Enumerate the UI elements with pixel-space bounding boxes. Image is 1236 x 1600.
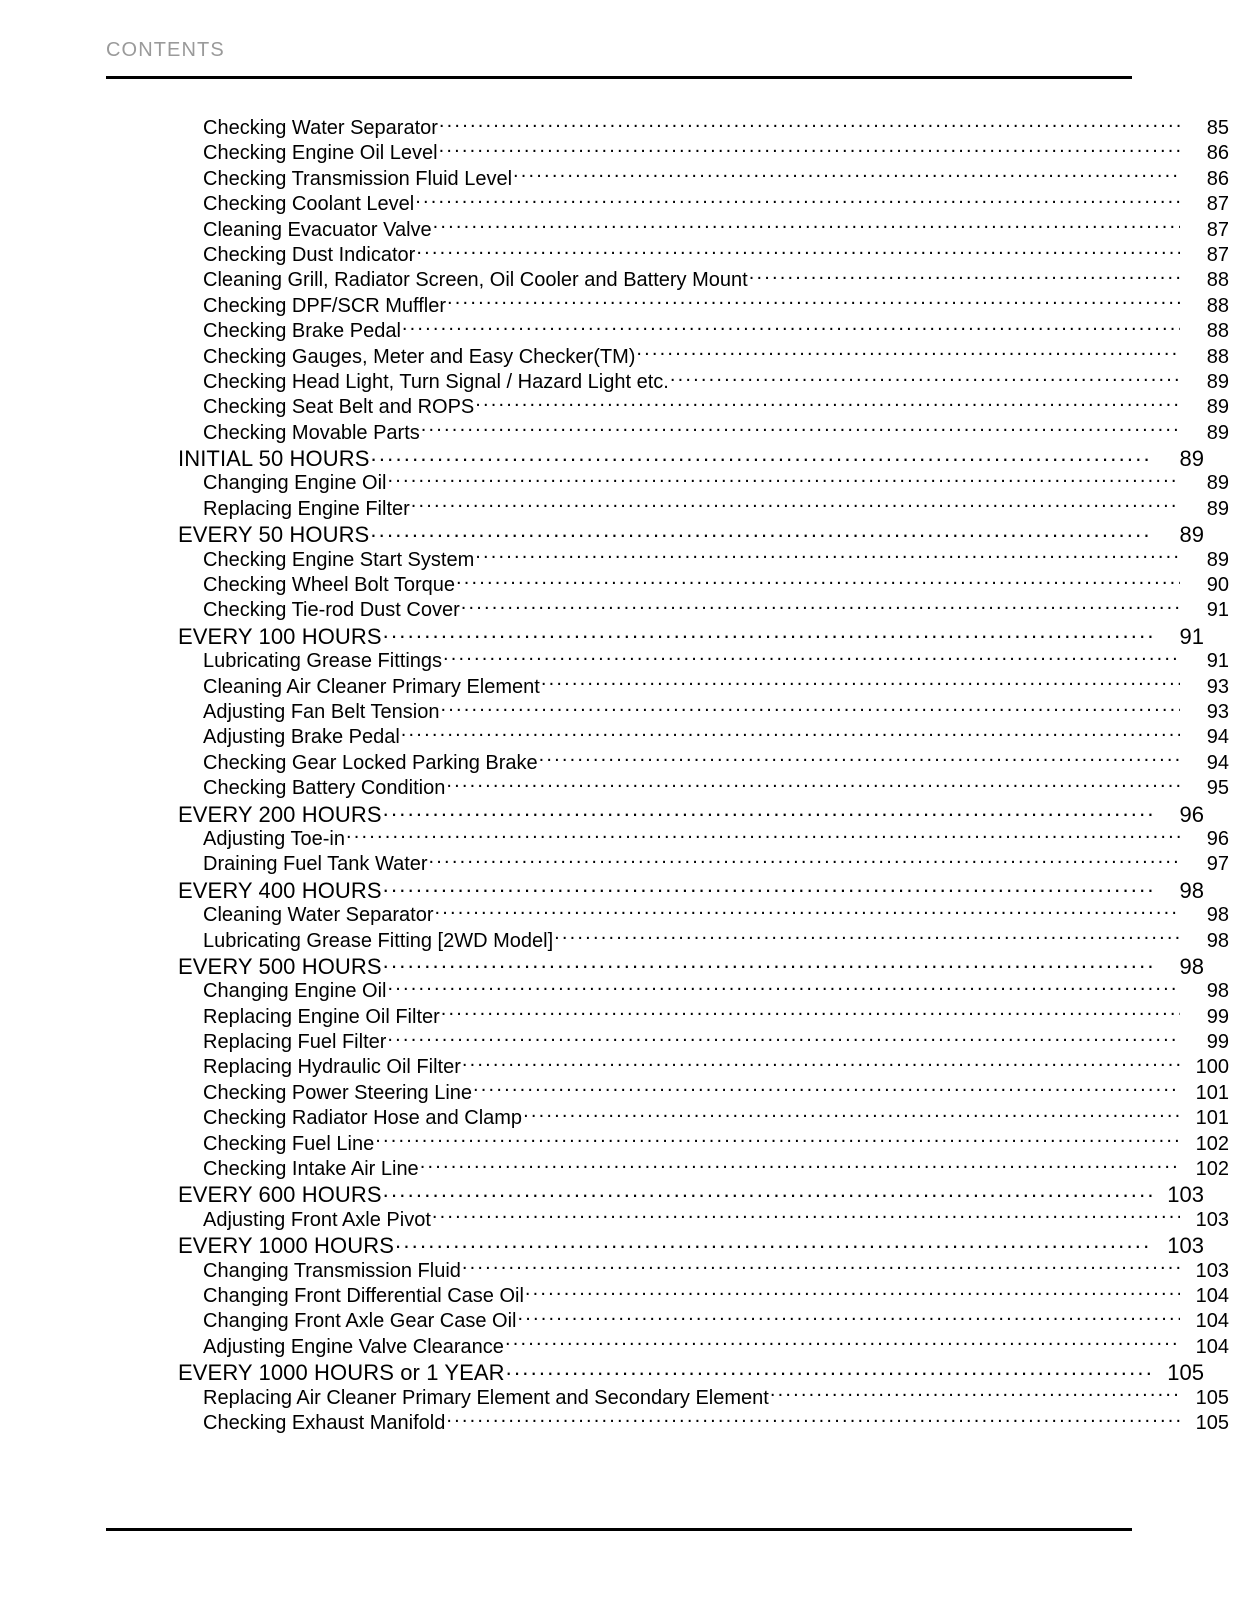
toc-entry-label: Checking Intake Air Line xyxy=(203,1158,419,1181)
toc-entry-row[interactable] xyxy=(106,165,1229,190)
toc-page-number: 102 xyxy=(1195,1132,1229,1155)
toc-dot-leader xyxy=(383,952,1153,974)
toc-dot-leader xyxy=(439,114,1180,134)
toc-page-number: 105 xyxy=(1195,1411,1229,1434)
toc-entry-row[interactable] xyxy=(106,266,1229,291)
toc-entry-label: Lubricating Grease Fitting [2WD Model] xyxy=(203,929,554,952)
toc-entry-label: Checking Head Light, Turn Signal / Hazard Light etc. xyxy=(203,370,669,393)
toc-dot-leader xyxy=(749,266,1180,286)
toc-entry-row[interactable] xyxy=(106,927,1229,952)
toc-entry-label: Cleaning Air Cleaner Primary Element xyxy=(203,675,540,698)
toc-entry-row[interactable] xyxy=(106,368,1229,393)
toc-entry-label: Checking Engine Start System xyxy=(203,548,475,571)
toc-page-number: 104 xyxy=(1195,1310,1229,1333)
toc-page-number: 97 xyxy=(1206,853,1229,876)
toc-page-number: 100 xyxy=(1195,1056,1229,1079)
toc-section-row[interactable] xyxy=(106,520,1204,545)
toc-section-row[interactable] xyxy=(106,876,1204,901)
toc-page-number: 89 xyxy=(1206,396,1229,419)
toc-page-number: 91 xyxy=(1206,599,1229,622)
toc-entry-label: Checking Fuel Line xyxy=(203,1132,375,1155)
toc-entry-row[interactable] xyxy=(106,292,1229,317)
toc-entry-row[interactable] xyxy=(106,1003,1229,1028)
toc-entry-label: Checking Dust Indicator xyxy=(203,243,416,266)
toc-section-row[interactable] xyxy=(106,800,1204,825)
toc-page-number: 98 xyxy=(1206,929,1229,952)
toc-dot-leader xyxy=(371,444,1153,466)
toc-entry-row[interactable] xyxy=(106,1079,1229,1104)
table-of-contents xyxy=(106,114,1229,1434)
toc-dot-leader xyxy=(433,216,1180,236)
toc-dot-leader xyxy=(346,825,1180,845)
toc-page-number: 94 xyxy=(1206,751,1229,774)
toc-entry-label: Checking DPF/SCR Muffler xyxy=(203,294,447,317)
toc-dot-leader xyxy=(402,317,1180,337)
toc-entry-label: Changing Engine Oil xyxy=(203,980,387,1003)
toc-dot-leader xyxy=(461,596,1180,616)
toc-dot-leader xyxy=(539,749,1180,769)
toc-page-number: 95 xyxy=(1206,777,1229,800)
toc-page-number: 93 xyxy=(1206,700,1229,723)
toc-entry-label: Checking Battery Condition xyxy=(203,777,446,800)
toc-page-number: 88 xyxy=(1206,294,1229,317)
toc-entry-label: Adjusting Engine Valve Clearance xyxy=(203,1335,504,1358)
toc-dot-leader xyxy=(441,1003,1180,1023)
toc-entry-row[interactable] xyxy=(106,495,1229,520)
toc-page-number: 89 xyxy=(1206,548,1229,571)
toc-dot-leader xyxy=(383,876,1153,898)
toc-entry-row[interactable] xyxy=(106,393,1229,418)
toc-page-number: 89 xyxy=(1206,370,1229,393)
toc-dot-leader xyxy=(440,698,1180,718)
toc-page-number: 86 xyxy=(1206,142,1229,165)
toc-dot-leader xyxy=(432,1206,1180,1226)
toc-entry-label: Adjusting Fan Belt Tension xyxy=(203,700,440,723)
toc-page-number: 87 xyxy=(1206,218,1229,241)
toc-entry-row[interactable] xyxy=(106,216,1229,241)
toc-page-number: 91 xyxy=(1179,623,1204,648)
toc-page-number: 104 xyxy=(1195,1335,1229,1358)
toc-page-number: 89 xyxy=(1206,421,1229,444)
toc-entry-row[interactable] xyxy=(106,241,1229,266)
toc-entry-label: Replacing Air Cleaner Primary Element and Secondary Element xyxy=(203,1386,769,1409)
toc-entry-label: EVERY 600 HOURS xyxy=(178,1182,382,1206)
toc-dot-leader xyxy=(447,292,1180,312)
toc-page-number: 96 xyxy=(1179,801,1204,825)
toc-entry-row[interactable] xyxy=(106,673,1229,698)
toc-page-number: 89 xyxy=(1206,497,1229,520)
toc-dot-leader xyxy=(429,850,1180,870)
toc-entry-label: INITIAL 50 HOURS xyxy=(178,446,370,470)
toc-section-row[interactable] xyxy=(106,1231,1204,1256)
toc-dot-leader xyxy=(506,1358,1153,1380)
toc-page-number: 88 xyxy=(1206,269,1229,292)
toc-entry-label: Replacing Engine Oil Filter xyxy=(203,1005,440,1028)
toc-page-number: 90 xyxy=(1206,574,1229,597)
toc-entry-label: Checking Engine Oil Level xyxy=(203,142,438,165)
toc-entry-label: Lubricating Grease Fittings xyxy=(203,650,443,673)
toc-entry-row[interactable] xyxy=(106,1409,1229,1434)
toc-dot-leader xyxy=(439,139,1180,159)
toc-entry-label: Cleaning Water Separator xyxy=(203,904,434,927)
toc-page-number: 98 xyxy=(1206,980,1229,1003)
toc-entry-label: Cleaning Grill, Radiator Screen, Oil Cooler and Battery Mount xyxy=(203,269,748,292)
toc-entry-row[interactable] xyxy=(106,749,1229,774)
toc-entry-label: Cleaning Evacuator Valve xyxy=(203,218,432,241)
toc-entry-row[interactable] xyxy=(106,114,1229,139)
toc-dot-leader xyxy=(446,774,1180,794)
toc-page-number: 88 xyxy=(1206,345,1229,368)
toc-entry-label: Checking Tie-rod Dust Cover xyxy=(203,599,460,622)
toc-entry-row[interactable] xyxy=(106,1028,1229,1053)
toc-entry-label: Checking Seat Belt and ROPS xyxy=(203,396,475,419)
toc-entry-row[interactable] xyxy=(106,596,1229,621)
toc-entry-label: Draining Fuel Tank Water xyxy=(203,853,428,876)
toc-entry-row[interactable] xyxy=(106,977,1229,1002)
toc-page-number: 98 xyxy=(1206,904,1229,927)
toc-entry-label: Checking Radiator Hose and Clamp xyxy=(203,1107,523,1130)
toc-entry-row[interactable] xyxy=(106,419,1229,444)
toc-page-number: 89 xyxy=(1206,472,1229,495)
toc-dot-leader xyxy=(541,673,1180,693)
toc-page-number: 98 xyxy=(1179,953,1204,978)
toc-entry-row[interactable] xyxy=(106,1130,1229,1155)
toc-dot-leader xyxy=(636,343,1180,363)
toc-dot-leader xyxy=(421,419,1180,439)
toc-dot-leader xyxy=(387,977,1180,997)
toc-entry-label: Checking Gauges, Meter and Easy Checker(TM) xyxy=(203,345,636,368)
toc-entry-label: Checking Coolant Level xyxy=(203,193,415,216)
toc-entry-label: Adjusting Toe-in xyxy=(203,827,345,850)
toc-entry-label: Checking Movable Parts xyxy=(203,421,420,444)
toc-dot-leader xyxy=(435,901,1181,921)
toc-entry-label: Checking Power Steering Line xyxy=(203,1081,473,1104)
toc-page-number: 105 xyxy=(1195,1386,1229,1409)
toc-dot-leader xyxy=(443,647,1180,667)
toc-page-number: 99 xyxy=(1206,1005,1229,1028)
toc-entry-row[interactable] xyxy=(106,1104,1229,1129)
toc-page-number: 101 xyxy=(1195,1107,1229,1130)
toc-entry-label: Replacing Fuel Filter xyxy=(203,1031,387,1054)
toc-entry-row[interactable] xyxy=(106,571,1229,596)
toc-entry-label: Checking Gear Locked Parking Brake xyxy=(203,751,538,774)
toc-page-number: 87 xyxy=(1206,243,1229,266)
toc-page-number: 103 xyxy=(1167,1233,1204,1257)
toc-section-row[interactable] xyxy=(106,1358,1204,1383)
toc-page-number: 104 xyxy=(1195,1284,1229,1307)
toc-dot-leader xyxy=(462,1257,1180,1277)
toc-entry-label: EVERY 200 HOURS xyxy=(178,801,382,825)
toc-section-row[interactable] xyxy=(106,1180,1204,1205)
toc-dot-leader xyxy=(554,927,1180,947)
toc-entry-label: Checking Wheel Bolt Torque xyxy=(203,574,455,597)
toc-dot-leader xyxy=(475,546,1180,566)
toc-dot-leader xyxy=(411,495,1180,515)
toc-page-number: 103 xyxy=(1195,1208,1229,1231)
toc-entry-row[interactable] xyxy=(106,139,1229,164)
toc-entry-label: EVERY 100 HOURS xyxy=(178,623,382,648)
toc-entry-row[interactable] xyxy=(106,469,1229,494)
toc-dot-leader xyxy=(513,165,1180,185)
toc-section-row[interactable] xyxy=(106,952,1204,977)
toc-entry-row[interactable] xyxy=(106,1307,1229,1332)
toc-dot-leader xyxy=(401,723,1180,743)
toc-entry-row[interactable] xyxy=(106,901,1229,926)
toc-entry-row[interactable] xyxy=(106,1333,1229,1358)
toc-entry-row[interactable] xyxy=(106,850,1229,875)
toc-page-number: 89 xyxy=(1179,522,1204,546)
toc-entry-label: EVERY 1000 HOURS xyxy=(178,1233,395,1257)
toc-entry-row[interactable] xyxy=(106,774,1229,799)
toc-entry-row[interactable] xyxy=(106,1282,1229,1307)
toc-dot-leader xyxy=(525,1282,1180,1302)
toc-page-number: 87 xyxy=(1206,193,1229,216)
toc-page-number: 103 xyxy=(1167,1182,1204,1206)
toc-dot-leader xyxy=(387,469,1180,489)
toc-entry-row[interactable] xyxy=(106,190,1229,215)
toc-entry-label: Changing Transmission Fluid xyxy=(203,1259,461,1282)
footer-divider xyxy=(106,1528,1132,1531)
toc-entry-label: EVERY 1000 HOURS or 1 YEAR xyxy=(178,1360,505,1384)
toc-entry-row[interactable] xyxy=(106,1155,1229,1180)
toc-entry-row[interactable] xyxy=(106,1206,1229,1231)
toc-entry-label: Adjusting Brake Pedal xyxy=(203,726,400,749)
toc-entry-row[interactable] xyxy=(106,1053,1229,1078)
toc-entry-row[interactable] xyxy=(106,825,1229,850)
toc-dot-leader xyxy=(770,1384,1180,1404)
toc-page-number: 94 xyxy=(1206,726,1229,749)
toc-dot-leader xyxy=(462,1053,1180,1073)
toc-dot-leader xyxy=(383,622,1153,644)
toc-dot-leader xyxy=(446,1409,1180,1429)
toc-dot-leader xyxy=(395,1231,1153,1253)
toc-page-number: 102 xyxy=(1195,1158,1229,1181)
toc-dot-leader xyxy=(375,1130,1180,1150)
toc-page-number: 98 xyxy=(1179,877,1204,902)
toc-section-row[interactable] xyxy=(106,622,1204,647)
toc-entry-label: Replacing Engine Filter xyxy=(203,497,410,520)
toc-page-number: 88 xyxy=(1206,320,1229,343)
toc-dot-leader xyxy=(505,1333,1180,1353)
toc-dot-leader xyxy=(370,520,1153,542)
toc-entry-label: EVERY 50 HOURS xyxy=(178,522,370,546)
toc-entry-label: Adjusting Front Axle Pivot xyxy=(203,1208,431,1231)
toc-entry-label: EVERY 400 HOURS xyxy=(178,877,382,902)
toc-dot-leader xyxy=(670,368,1180,388)
toc-entry-row[interactable] xyxy=(106,317,1229,342)
toc-page-number: 86 xyxy=(1206,167,1229,190)
toc-dot-leader xyxy=(387,1028,1180,1048)
toc-page-number: 96 xyxy=(1206,827,1229,850)
toc-page-number: 103 xyxy=(1195,1259,1229,1282)
toc-dot-leader xyxy=(523,1104,1180,1124)
toc-entry-label: Checking Exhaust Manifold xyxy=(203,1411,446,1434)
toc-dot-leader xyxy=(456,571,1180,591)
toc-section-row[interactable] xyxy=(106,444,1204,469)
toc-entry-label: Checking Brake Pedal xyxy=(203,320,401,343)
toc-dot-leader xyxy=(416,241,1180,261)
toc-page-number: 89 xyxy=(1179,446,1204,470)
toc-page-number: 91 xyxy=(1206,650,1229,673)
toc-entry-row[interactable] xyxy=(106,343,1229,368)
toc-dot-leader xyxy=(473,1079,1180,1099)
toc-dot-leader xyxy=(383,800,1153,822)
toc-dot-leader xyxy=(415,190,1180,210)
toc-entry-row[interactable] xyxy=(106,723,1229,748)
toc-dot-leader xyxy=(518,1307,1181,1327)
toc-entry-label: EVERY 500 HOURS xyxy=(178,953,382,978)
toc-entry-row[interactable] xyxy=(106,546,1229,571)
toc-dot-leader xyxy=(420,1155,1180,1175)
toc-entry-row[interactable] xyxy=(106,1257,1229,1282)
toc-page-number: 99 xyxy=(1206,1031,1229,1054)
toc-dot-leader xyxy=(383,1180,1153,1202)
toc-entry-label: Checking Transmission Fluid Level xyxy=(203,167,513,190)
toc-entry-label: Checking Water Separator xyxy=(203,117,438,139)
toc-entry-row[interactable] xyxy=(106,698,1229,723)
toc-entry-label: Changing Engine Oil xyxy=(203,472,387,495)
page-title: CONTENTS xyxy=(106,39,225,61)
toc-page-number: 93 xyxy=(1206,675,1229,698)
page-header xyxy=(106,38,1132,62)
toc-entry-label: Changing Front Differential Case Oil xyxy=(203,1284,524,1307)
toc-entry-row[interactable] xyxy=(106,1384,1229,1409)
header-divider xyxy=(106,76,1132,79)
toc-page-number: 85 xyxy=(1206,117,1229,139)
toc-entry-label: Changing Front Axle Gear Case Oil xyxy=(203,1310,517,1333)
toc-dot-leader xyxy=(475,393,1180,413)
toc-page-number: 101 xyxy=(1195,1081,1229,1104)
toc-entry-label: Replacing Hydraulic Oil Filter xyxy=(203,1056,461,1079)
toc-entry-row[interactable] xyxy=(106,647,1229,672)
toc-page-number: 105 xyxy=(1167,1360,1204,1384)
